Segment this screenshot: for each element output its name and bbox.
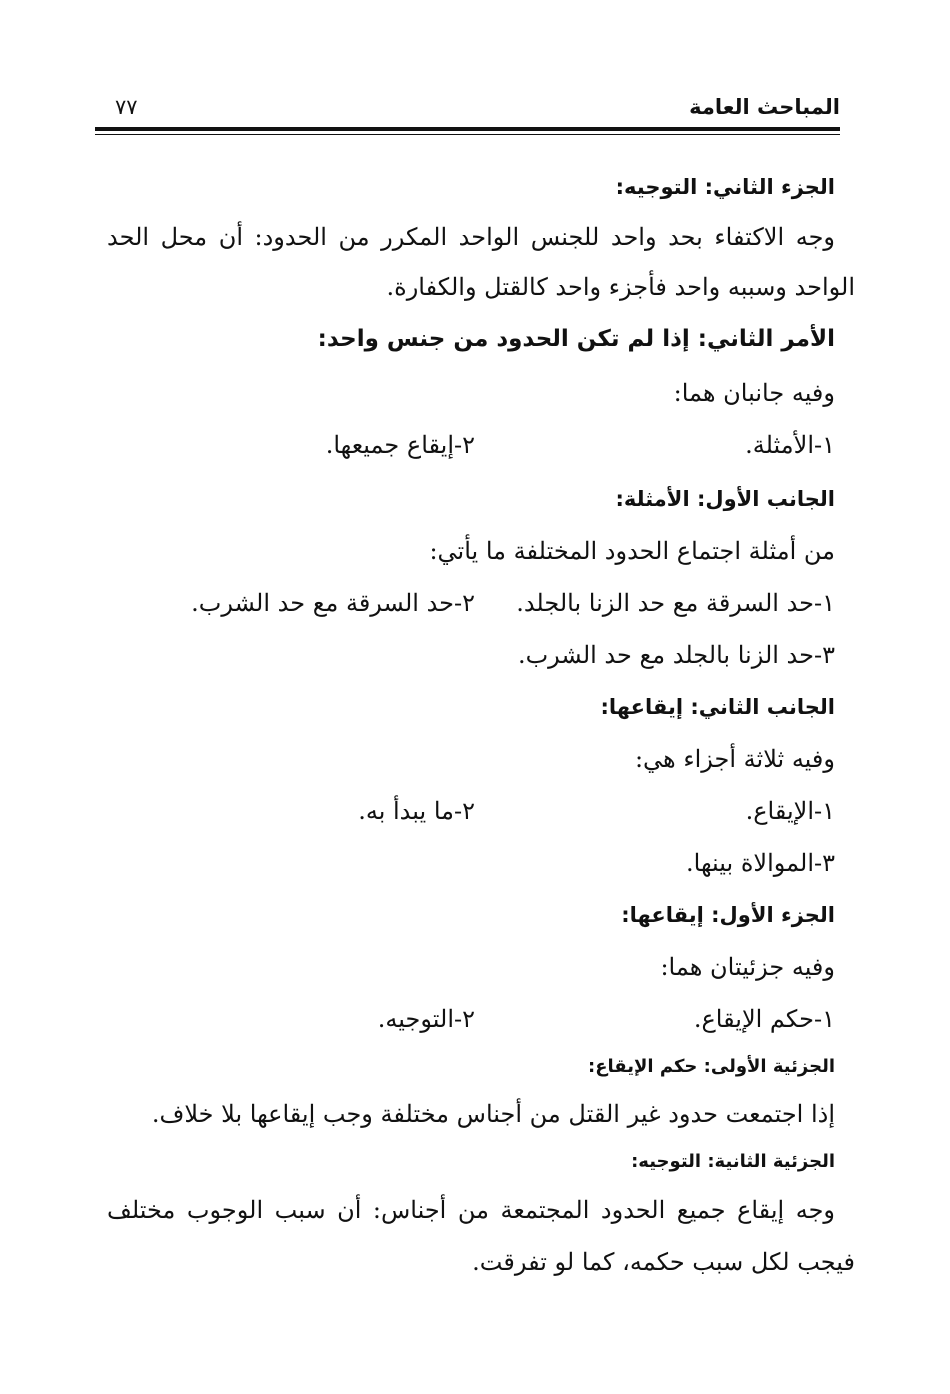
paragraph-line: وفيه جزئيتان هما: xyxy=(660,953,835,981)
subsection-heading: الجانب الثاني: إيقاعها: xyxy=(600,695,835,719)
paragraph-line: وجه إيقاع جميع الحدود المجتمعة من أجناس: أن سبب الوجوب مختلف xyxy=(107,1196,835,1224)
list-item: ١-حد السرقة مع حد الزنا بالجلد. xyxy=(516,589,835,617)
paragraph-line: وفيه جانبان هما: xyxy=(673,379,835,407)
subsection-heading: الجزء الأول: إيقاعها: xyxy=(621,903,835,927)
paragraph-line: وجه الاكتفاء بحد واحد للجنس الواحد المكرر من الحدود: أن محل الحد xyxy=(107,223,835,251)
header-rule-thin xyxy=(95,134,840,135)
list-item: ١-الأمثلة. xyxy=(745,431,835,459)
running-title: المباحث العامة xyxy=(689,95,840,119)
page-number: ٧٧ xyxy=(115,95,138,119)
list-item: ١-حكم الإيقاع. xyxy=(693,1005,835,1033)
section-heading: الأمر الثاني: إذا لم تكن الحدود من جنس واحد: xyxy=(317,326,835,352)
subsection-heading: الجانب الأول: الأمثلة: xyxy=(615,487,835,511)
list-item: ٢-ما يبدأ به. xyxy=(358,797,475,825)
paragraph-line: من أمثلة اجتماع الحدود المختلفة ما يأتي: xyxy=(429,537,835,565)
paragraph-line: وفيه ثلاثة أجزاء هي: xyxy=(634,745,835,773)
subsection-heading: الجزء الثاني: التوجيه: xyxy=(615,175,835,199)
paragraph-line: إذا اجتمعت حدود غير القتل من أجناس مختلفة وجب إيقاعها بلا خلاف. xyxy=(151,1100,835,1128)
list-item: ٢-التوجيه. xyxy=(377,1005,475,1033)
page-header xyxy=(95,95,840,125)
list-item: ٢-حد السرقة مع حد الشرب. xyxy=(191,589,475,617)
subsection-heading: الجزئية الأولى: حكم الإيقاع: xyxy=(588,1056,835,1077)
header-rule-thick xyxy=(95,127,840,131)
subsection-heading: الجزئية الثانية: التوجيه: xyxy=(631,1151,835,1172)
list-item: ٣-الموالاة بينها. xyxy=(686,849,835,877)
paragraph-line: فيجب لكل سبب حكمه، كما لو تفرقت. xyxy=(472,1248,855,1276)
list-item: ٣-حد الزنا بالجلد مع حد الشرب. xyxy=(517,641,835,669)
paragraph-line: الواحد وسببه واحد فأجزء واحد كالقتل والكفارة. xyxy=(386,273,855,301)
list-item: ١-الإيقاع. xyxy=(745,797,835,825)
list-item: ٢-إيقاع جميعها. xyxy=(325,431,475,459)
